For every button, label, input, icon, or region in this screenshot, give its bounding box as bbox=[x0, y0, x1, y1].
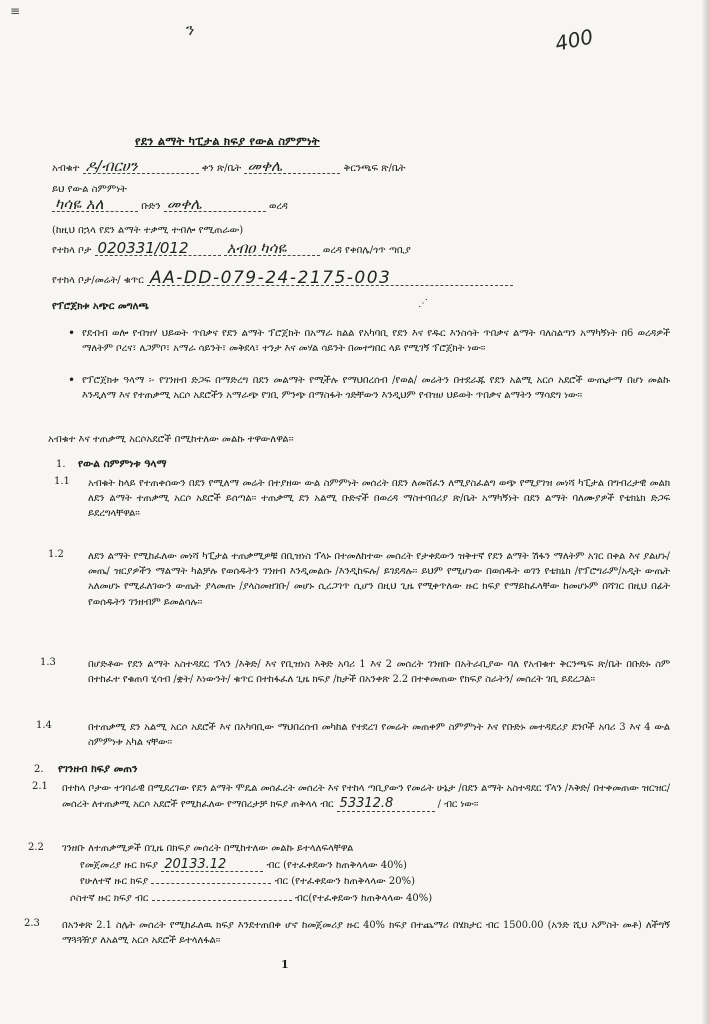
form-line-plot-number bbox=[52, 268, 513, 288]
clause-number: 1.4 bbox=[36, 720, 52, 731]
agreement-intro: አብቁተ እና ተጠቃሚ አርሶአደሮች በሚከተለው መልኩ ተዋውለዋል፡፡ bbox=[48, 434, 294, 445]
second-round-label: የሁለተኛ ዙር ክፍያ bbox=[80, 876, 149, 887]
first-round-label: የመጀመሪያ ዙር ክፍያ bbox=[80, 860, 159, 871]
label-district: ወረዳ bbox=[268, 201, 288, 212]
clause-number: 1.3 bbox=[40, 657, 56, 668]
scan-edge-shadow bbox=[701, 0, 709, 1024]
second-round-note: ብር (የተፈቀደውን ከጠቅላላው 20%) bbox=[274, 876, 416, 887]
form-line-branch bbox=[52, 157, 406, 175]
clause-number: 1.2 bbox=[48, 549, 64, 560]
label-sub-branch: ቅርንጫፍ ጽ/ቤት bbox=[343, 163, 406, 174]
form-line-beneficiary-note: (ከዚህ በኋላ የደን ልማት ተቃሚ ተብሎ የሚጠራው) bbox=[52, 225, 244, 236]
handwritten-first-round-amount: 20133.12 bbox=[161, 858, 263, 872]
section-number: 2. bbox=[34, 764, 44, 775]
clause-1-3: በሆድቶው የደን ልማት አስተዳደር ፕላን /እቅድ/ እና የቢዝነስ እቅድ አባሪ 1 እና 2 መሰረት ገንዘቡ በአትራቢያው ባለ የአብቁተ ቅርንጫፍ ጽ/ቤት በቡድኑ ስም በተከፈተ የቁጠባ ሂሳብ /ቋት/ እነውንት/ ቁጥር በተከፋፈለ ጊዜ ክፍያ /ከታች በአንቀጽ 2.2 በተቀመጠው የክፍያ ስራትን/ መሰረት ገቢ ይደረጋል፡፡ bbox=[88, 659, 670, 686]
blank-third-round-amount bbox=[152, 900, 292, 901]
project-summary-heading: የፕሮጀክቱ አጭር መግለጫ bbox=[52, 301, 149, 312]
document-title: የደን ልማት ካፒታል ክፍያ የውል ስምምነት bbox=[135, 134, 320, 148]
corner-mark: ≡ bbox=[10, 4, 21, 18]
label-abkut: አብቁተ bbox=[52, 163, 80, 174]
label-site: የተከላ ቦታ bbox=[52, 245, 92, 256]
label-plot-number: የተከላ ቦታ/መሬት/ ቁጥር bbox=[52, 275, 144, 286]
handwritten-branch-name: ዶ/ብርሀን bbox=[83, 160, 199, 174]
handwritten-site-name: አብዐ ካሳዬ bbox=[224, 242, 320, 256]
bullet-icon: • bbox=[68, 326, 76, 340]
page-number: 1 bbox=[281, 958, 289, 971]
form-line-site bbox=[52, 239, 411, 257]
first-round-note: ብር (የተፈቀደውን ከጠቅላላው 40%) bbox=[266, 860, 407, 871]
payment-intro: ገንዘቡ ለተጠቃሚዎች በጊዜ በክፍያ መሰረት በሚከተለው መልኩ ይተላለፍላቸዋል bbox=[62, 843, 354, 854]
label-group: ቡድን bbox=[141, 201, 161, 212]
third-round-note: ብር(የተፈቀደውን ከጠቅላላው 40%) bbox=[294, 893, 433, 904]
form-line-group bbox=[52, 195, 288, 213]
clause-number: 1.1 bbox=[54, 476, 70, 487]
handwritten-page-mark: 400 bbox=[552, 24, 596, 56]
clause-number: 2.3 bbox=[24, 918, 40, 929]
bullet-project-description: የደብብ ወሎ የብዝሃ ህይወት ጥበቃና የደን ልማት ፕሮጀክት በአማራ ክልል የአካባቢ የደን እና የዱር እንስሳት ጥበቃና ልማት ባለስልጣን አማካኝነት በ6 ወረዳዎች ማለትም ቦረና፣ ለጋምቦ፣ አማራ ሳይንት፣ መቅደላ፣ ተንታ እና መሃል ሳይንት በመተግበር ላይ የሚገኝ ፕሮጀክት ነው፡፡ bbox=[82, 328, 670, 355]
clause-2-1 bbox=[62, 781, 670, 812]
handwritten-district-name: መቀሌ bbox=[164, 198, 266, 212]
label-kebele: ወረዳ የቀበሌ/ጎጥ ጣቢያ bbox=[322, 245, 411, 256]
form-line-intro: ይህ የውል ስምምነት bbox=[52, 184, 127, 195]
section-title-payment: የገንዘብ ክፍያ መጠን bbox=[58, 763, 138, 775]
clause-2-3: በአንቀጽ 2.1 ስሌት መሰረት የሚከፈለዉ ክፍያ እንደተጠበቀ ሆኖ ከመጀመሪያ ዙር 40% ክፍያ በተጨማሪ በሄክታር ብር 1500.00 (አንድ ሺህ አምስት መቶ) ለችግኝ ማጓጓዥያ ለአልሚ አርሶ አደሮች ይተላለፋል፡፡ bbox=[62, 920, 670, 947]
clause-1-4: በተጠቃሚ ደን አልሚ አርሶ አደሮች እና በአካባቢው ማህበረሰብ መካከል የተደረገ የመሬት መጠቀም ስምምነት እና የቡድኑ መተዳደሪያ ደንቦች አባሪ 3 እና 4 ውል ስምምነቱ አካል ናቸው፡፡ bbox=[88, 722, 670, 749]
payment-first-round bbox=[80, 858, 407, 872]
handwritten-office-name: መቀሌ bbox=[244, 160, 340, 174]
top-scribble: ን bbox=[186, 20, 195, 39]
bullet-icon: • bbox=[68, 373, 76, 387]
clause-number: 2.2 bbox=[28, 842, 44, 853]
payment-second-round bbox=[80, 875, 415, 888]
blank-second-round-amount bbox=[151, 883, 271, 884]
label-office: ቀን ጽ/ቤት bbox=[201, 163, 242, 174]
clause-2-1-text: በተከላ ቦታው ተገባራዊ በሚደረገው የደን ልማት ሞዴል መሰፈረት መሰረት እና የተከላ ጣቢያውን የመሬት ሁኔታ /በደን ልማት አስተዳደር ፕላን /እቅድ/ በተቀመጠው ዝርዝር/ መሰረት ለተጠቃሚ አርሶ አደሮች የሚከፈለው የማበረታቻ ክፍያ ጠቅላላ ብር bbox=[62, 783, 670, 811]
bullet-project-objective: የፕሮጀክቱ ዓላማ ፡- የገንዘብ ድጋፍ በማድረግ በደን መልማት የሚችሉ የማህበረሰብ /የወል/ መሬትን በተደራጁ የደን አልሚ አርሶ አደሮች ውጤታማ በሆነ መልኩ እንዲለማ እና የተጠቃሚ አርሶ አደሮችን አማራጭ የገቢ ምንጭ በማስፋት ጎድቸውን እንዲህም የብዝሀ ህይወት ጥበቃና ልማትን ማሳደግ ነው፡፡ bbox=[82, 375, 670, 402]
scan-specks: ⋰ bbox=[418, 298, 431, 309]
handwritten-site-code: 020331/012 bbox=[95, 242, 221, 256]
clause-2-1-tail: / ብር ነው፡፡ bbox=[437, 799, 479, 811]
third-round-label: ሶስተኛ ዙር ክፍያ ብር bbox=[70, 893, 149, 904]
section-number: 1. bbox=[56, 459, 66, 470]
clause-1-2: ለደን ልማት የሚከፈለው መነሻ ካፒታል ተጠቃሚዎቹ በቢዝነስ ፕላኑ በተመለከተው መሰረት የታቀደውን ዝቅተኛ የደን ልማት ሽፋን ማለትም አገር በቀል እና ያልሆኑ/መጤ/ ዝርያዎችን ማልማት ካልቻሉ የወሰዱትን ገንዘብ እንዲመልሱ /እንዲከፍሉ/ ይገደዳሉ፡፡ ይህም የሚሆነው በወሰዱት ወገን የቴክኒክ /የፕሮግራም/አዲት ውጤት አለመሆኑ የሚፈለገውን ውጤት ያላመጡ /ያላስመዘገቡ/ መሆኑ ሲረጋገጥ ሲሆን በዚህ ጊዜ የሚቀጥለው ዙር ክፍያ የማይከፈላቸው ከመሆኑም በሻገር በዚህ በፊት የወሰዱትን ገንዘብም ይመልሳሉ፡፡ bbox=[88, 551, 670, 608]
section-title-purpose: የውል ስምምነቱ ዓላማ bbox=[78, 458, 167, 470]
clause-number: 2.1 bbox=[32, 781, 48, 792]
handwritten-plot-number: AA-DD-079-24-2175-003 bbox=[147, 272, 513, 286]
handwritten-total-amount: 53312.8 bbox=[337, 796, 435, 812]
clause-1-1: አብቁት ከላይ የተጠቀሰውን በደን የሚለማ መሬት በተያዘው ውል ስምምነት መሰረት በደን ለመሸፈን ለሚያስፈልግ ወጭ የሚያገዝ መነሻ ካፒታል በግብረታዊ መልክ ለደን ልማት ተጠቃሚ አርሶ አደሮች ይሰጣል፡፡ ተጠቃሚ ደን አልሚ ቡድኖች በወረዳ ማስተባበሪያ ጽ/ቤት አማካኝነት በደን ልማት ባለሙያዎች የቴክኒክ ድጋፍ ይደረግላቸዋል፡፡ bbox=[88, 478, 670, 520]
handwritten-group-name: ካሳዬ አለ bbox=[52, 198, 138, 212]
payment-third-round bbox=[70, 892, 432, 905]
